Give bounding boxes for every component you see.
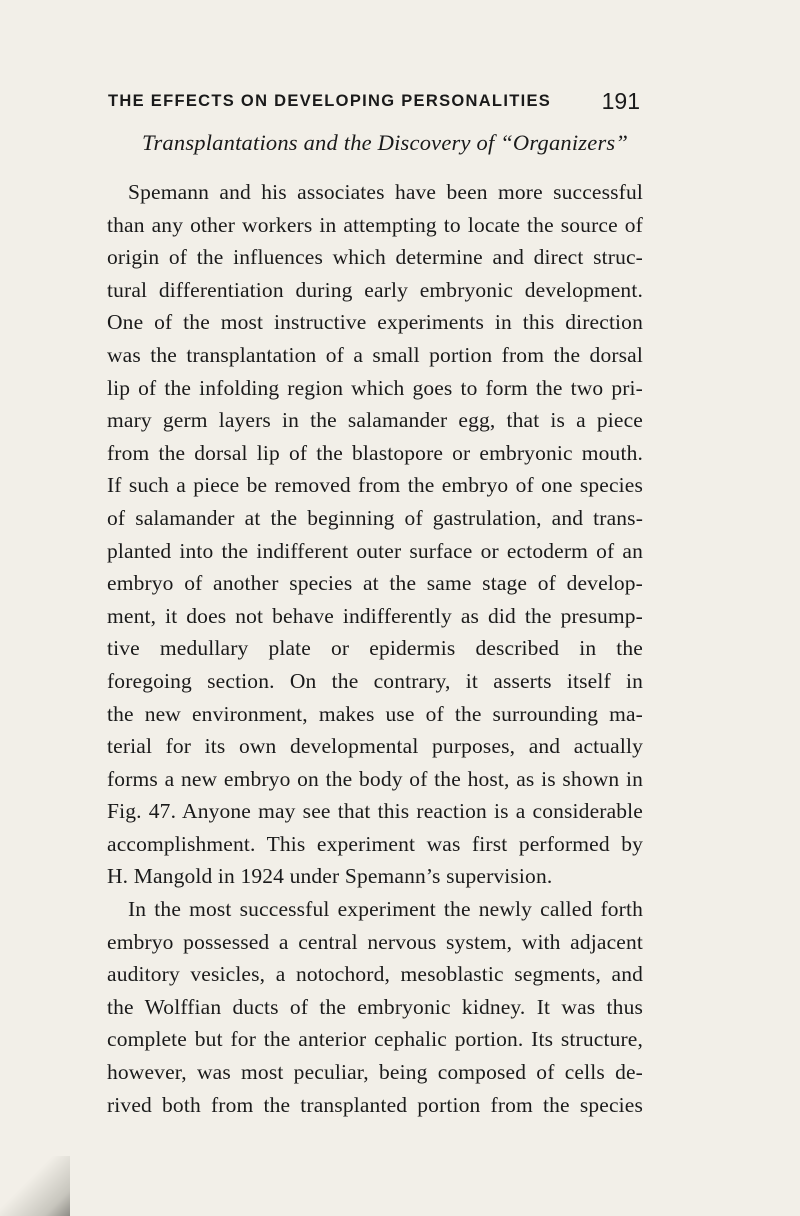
- paragraph-2: [107, 893, 643, 1121]
- text-line: If such a piece be removed from the embryo of one species: [107, 473, 643, 498]
- text-line: the new environment, makes use of the surrounding ma-: [107, 701, 643, 726]
- text-line: H. Mangold in 1924 under Spemann’s supervision.: [107, 864, 553, 889]
- running-title: THE EFFECTS ON DEVELOPING PERSONALITIES: [108, 92, 552, 110]
- body-text: [107, 176, 643, 1121]
- paragraph-text: [107, 176, 643, 893]
- text-line: the Wolffian ducts of the embryonic kidney. It was thus: [107, 994, 643, 1019]
- text-line: tive medullary plate or epidermis described in the: [107, 636, 643, 661]
- paragraph-1: [107, 176, 643, 893]
- text-line: foregoing section. On the contrary, it asserts itself in: [107, 668, 643, 693]
- text-line: In the most successful experiment the newly called forth: [128, 897, 643, 922]
- text-line: rived both from the transplanted portion from the species: [107, 1092, 643, 1117]
- text-line: origin of the influences which determine and direct struc-: [107, 245, 643, 270]
- text-line: complete but for the anterior cephalic portion. Its structure,: [107, 1027, 643, 1052]
- running-head: [108, 88, 640, 124]
- text-line: from the dorsal lip of the blastopore or embryonic mouth.: [107, 440, 643, 465]
- text-line: auditory vesicles, a notochord, mesoblastic segments, and: [107, 962, 643, 987]
- text-line: however, was most peculiar, being composed of cells de-: [107, 1060, 643, 1085]
- text-line: was the transplantation of a small portion from the dorsal: [107, 342, 643, 367]
- page-number: 191: [601, 88, 640, 114]
- text-line: accomplishment. This experiment was first performed by: [107, 831, 643, 856]
- text-line: embryo possessed a central nervous system, with adjacent: [107, 929, 643, 954]
- text-line: Fig. 47. Anyone may see that this reaction is a considerable: [107, 799, 643, 824]
- text-line: planted into the indifferent outer surface or ectoderm of an: [107, 538, 643, 563]
- text-line: forms a new embryo on the body of the host, as is shown in: [107, 766, 643, 791]
- text-line: tural differentiation during early embryonic development.: [107, 277, 643, 302]
- text-line: terial for its own developmental purposes, and actually: [107, 734, 643, 759]
- text-line: than any other workers in attempting to locate the source of: [107, 212, 643, 237]
- text-line: ment, it does not behave indifferently as did the presump-: [107, 603, 643, 628]
- text-line: embryo of another species at the same stage of develop-: [107, 571, 643, 596]
- text-line: of salamander at the beginning of gastrulation, and trans-: [107, 505, 643, 530]
- page-edge-shadow: [0, 1156, 70, 1216]
- text-line: Spemann and his associates have been more successful: [128, 180, 643, 204]
- paragraph-text: [107, 893, 643, 1121]
- text-line: One of the most instructive experiments in this direction: [107, 310, 643, 335]
- text-line: lip of the infolding region which goes to form the two pri-: [107, 375, 643, 400]
- text-line: mary germ layers in the salamander egg, that is a piece: [107, 408, 643, 433]
- section-heading: Transplantations and the Discovery of “Organizers”: [142, 130, 629, 155]
